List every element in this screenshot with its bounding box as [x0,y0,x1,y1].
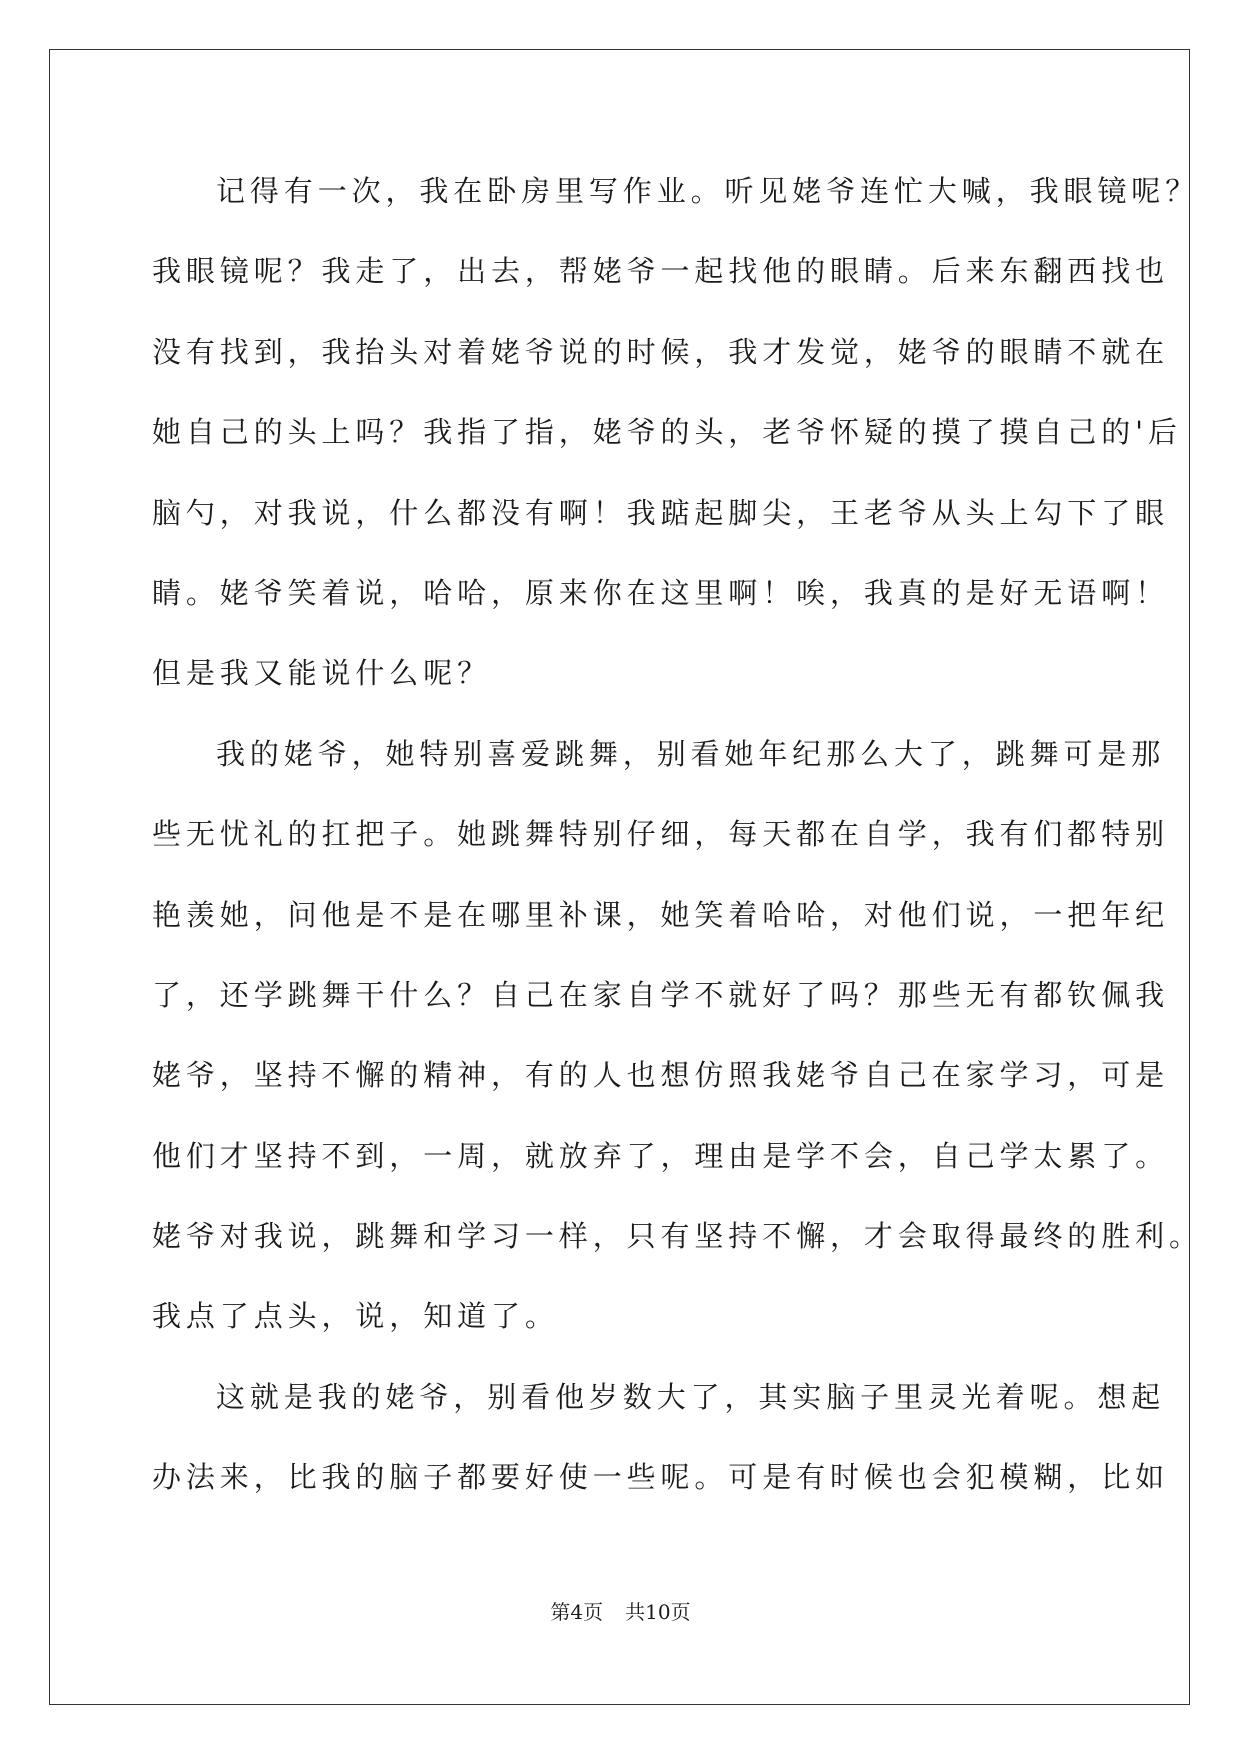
text-line: 姥爷对我说，跳舞和学习一样，只有坚持不懈，才会取得最终的胜利。 [152,1219,1203,1254]
text-line: 这就是我的姥爷，别看他岁数大了，其实脑子里灵光着呢。想起 [216,1379,1166,1414]
text-line: 记得有一次，我在卧房里写作业。听见姥爷连忙大喊，我眼镜呢？ [216,174,1200,208]
text-line: 我眼镜呢？我走了，出去，帮姥爷一起找他的眼睛。后来东翻西找也 [152,254,1170,289]
page-total: 共10页 [625,1600,691,1624]
text-line: 我点了点头，说，知道了。 [152,1299,559,1334]
page-number: 第4页 [550,1600,604,1624]
text-line: 但是我又能说什么呢？ [152,656,492,691]
text-line: 办法来，比我的脑子都要好使一些呢。可是有时候也会犯模糊，比如 [152,1460,1170,1495]
text-line: 他们才坚持不到，一周，就放弃了，理由是学不会，自己学太累了。 [152,1138,1170,1173]
text-line: 睛。姥爷笑着说，哈哈，原来你在这里啊！唉，我真的是好无语啊！ [152,575,1170,610]
page-footer [0,1596,1241,1625]
text-line: 我的姥爷，她特别喜爱跳舞，别看她年纪那么大了，跳舞可是那 [216,736,1166,771]
text-line: 些无忧礼的扛把子。她跳舞特别仔细，每天都在自学，我有们都特别 [152,817,1170,852]
text-line: 脑勺，对我说，什么都没有啊！我踮起脚尖，王老爷从头上勾下了眼 [152,495,1170,530]
text-line: 艳羡她，问他是不是在哪里补课，她笑着哈哈，对他们说，一把年纪 [152,897,1170,932]
text-line: 她自己的头上吗？我指了指，姥爷的头，老爷怀疑的摸了摸自己的'后 [152,415,1182,450]
text-line: 了，还学跳舞干什么？自己在家自学不就好了吗？那些无有都钦佩我 [152,977,1170,1012]
text-line: 姥爷，坚持不懈的精神，有的人也想仿照我姥爷自己在家学习，可是 [152,1058,1170,1093]
text-line: 没有找到，我抬头对着姥爷说的时候，我才发觉，姥爷的眼睛不就在 [152,334,1170,369]
document-body [152,163,1203,1530]
